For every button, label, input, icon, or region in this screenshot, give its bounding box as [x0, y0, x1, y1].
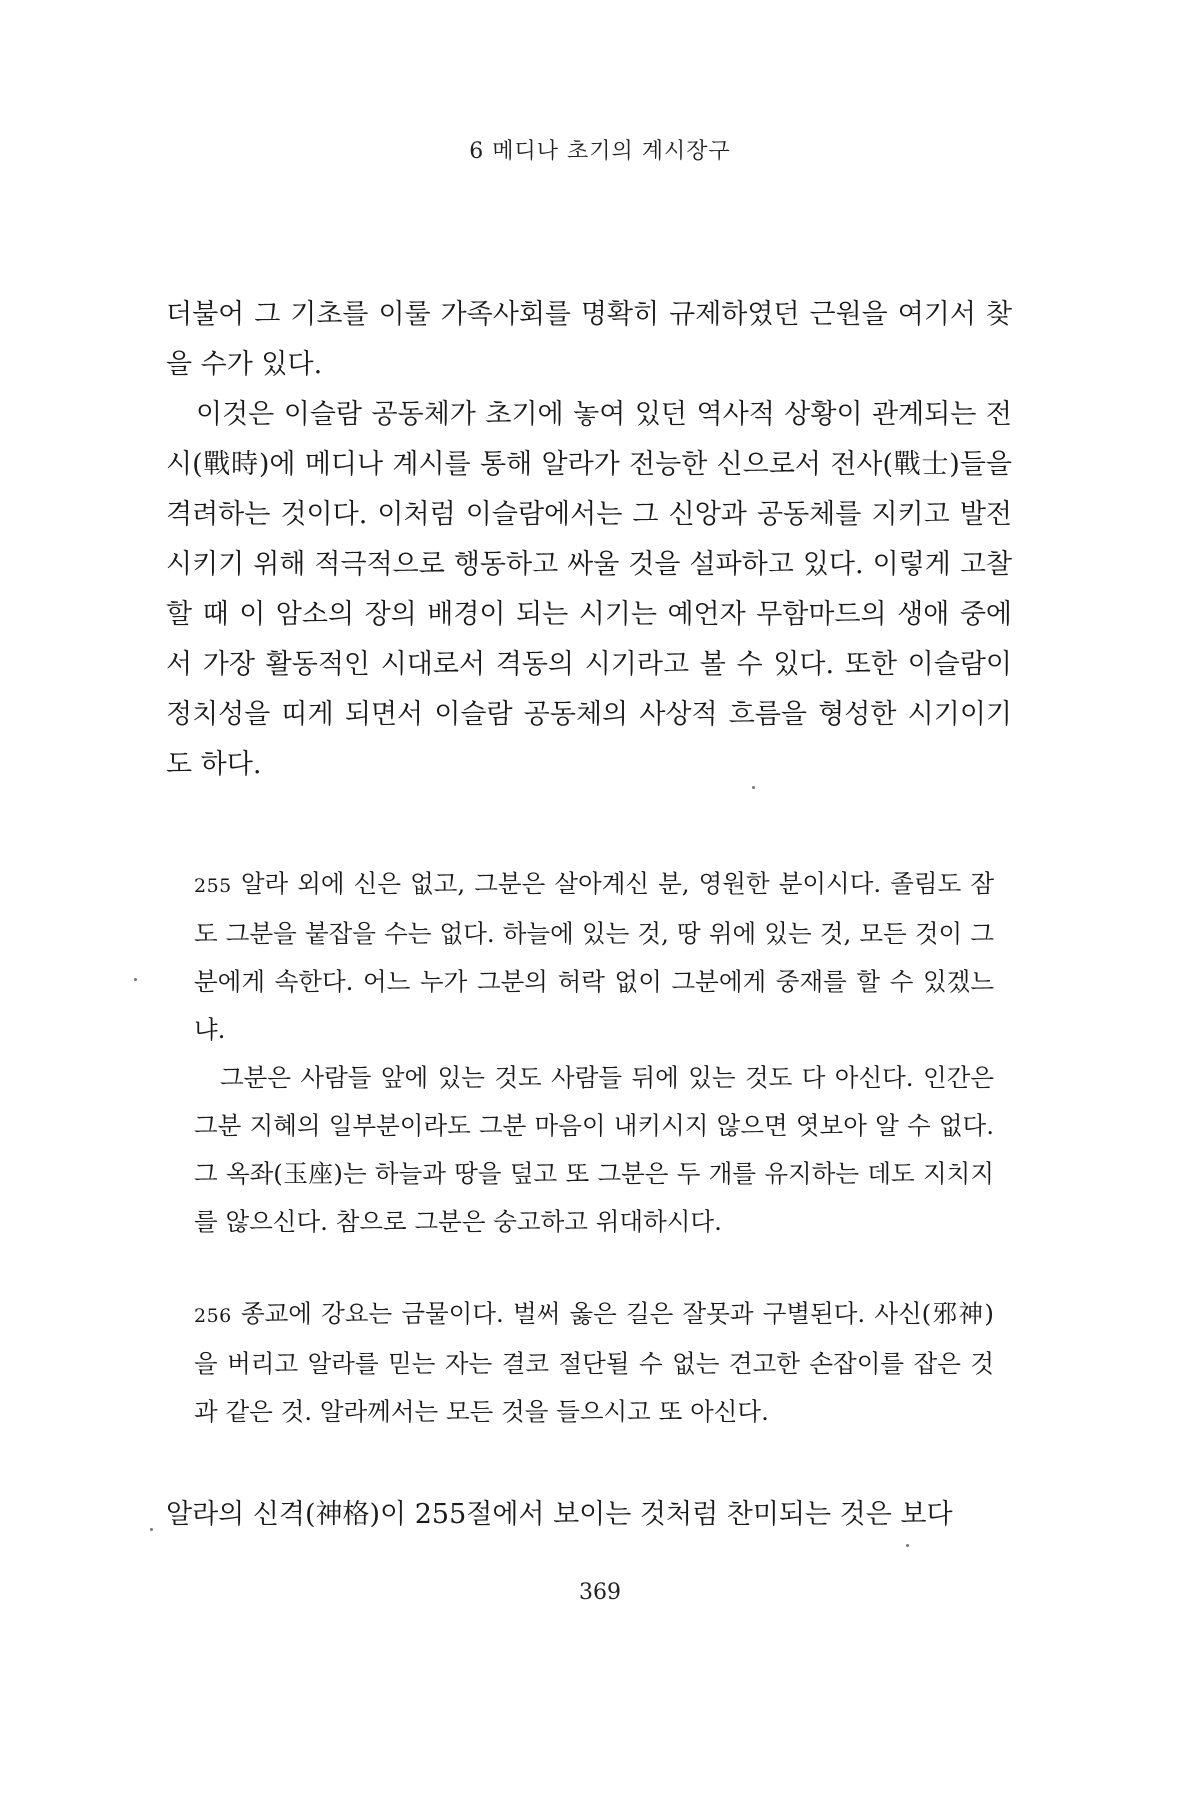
- paragraph: 이것은 이슬람 공동체가 초기에 놓여 있던 역사적 상황이 관계되는 전시(戰時)에 메디나 계시를 통해 알라가 전능한 신으로서 전사(戰士)들을 격려하는 것이다. 이처럼 이슬람에서는 그 신앙과 공동체를 지키고 발전시키기 위해 적극적으로 행동하고 싸울 것을 설파하고 있다. 이렇게 고찰할 때 이 암소의 장의 배경이 되는 시기는 예언자 무함마드의 생애 중에서 가장 활동적인 시대로서 격동의 시기라고 볼 수 있다. 또한 이슬람이 정치성을 띠게 되면서 이슬람 공동체의 사상적 흐름을 형성한 시기이기도 하다.: [166, 399, 1012, 780]
- scan-speck: [134, 978, 137, 981]
- paragraph-continuation: 더불어 그 기초를 이룰 가족사회를 명확히 규제하였던 근원을 여기서 찾을 수가 있다.: [166, 299, 1012, 380]
- scan-speck: [906, 1544, 909, 1547]
- verse-text: 알라 외에 신은 없고, 그분은 살아계신 분, 영원한 분이시다. 졸림도 잠도 그분을 붙잡을 수는 없다. 하늘에 있는 것, 땅 위에 있는 것, 모든 것이 그분에게 속한다. 어느 누가 그분의 허락 없이 그분에게 중재를 할 수 있겠느냐.: [194, 869, 994, 1044]
- verse-256-block: [194, 1290, 994, 1436]
- scan-speck: [752, 786, 755, 789]
- paragraph: 알라의 신격(神格)이 255절에서 보이는 것처럼 찬미되는 것은 보다: [166, 1499, 953, 1530]
- verse-256: [194, 1290, 994, 1436]
- verse-255: [194, 860, 994, 1054]
- closing-text: [166, 1490, 1012, 1540]
- verse-255-block: [194, 860, 994, 1246]
- page-number: 369: [579, 1580, 621, 1605]
- running-header: 6 메디나 초기의 계시장구: [469, 139, 731, 164]
- intro-text: [166, 290, 1012, 790]
- verse-number: 256: [194, 1305, 232, 1327]
- verse-text: 종교에 강요는 금물이다. 벌써 옳은 길은 잘못과 구별된다. 사신(邪神)을 버리고 알라를 믿는 자는 결코 절단될 수 없는 견고한 손잡이를 잡은 것과 같은 것. 알라께서는 모든 것을 들으시고 또 아신다.: [194, 1299, 994, 1426]
- verse-number: 255: [194, 875, 232, 897]
- scan-speck: [150, 1528, 153, 1531]
- verse-255-continued: 그분은 사람들 앞에 있는 것도 사람들 뒤에 있는 것도 다 아신다. 인간은 그분 지혜의 일부분이라도 그분 마음이 내키시지 않으면 엿보아 알 수 없다. 그 옥좌(玉座)는 하늘과 땅을 덮고 또 그분은 두 개를 유지하는 데도 지치지를 않으신다. 참으로 그분은 숭고하고 위대하시다.: [194, 1063, 994, 1236]
